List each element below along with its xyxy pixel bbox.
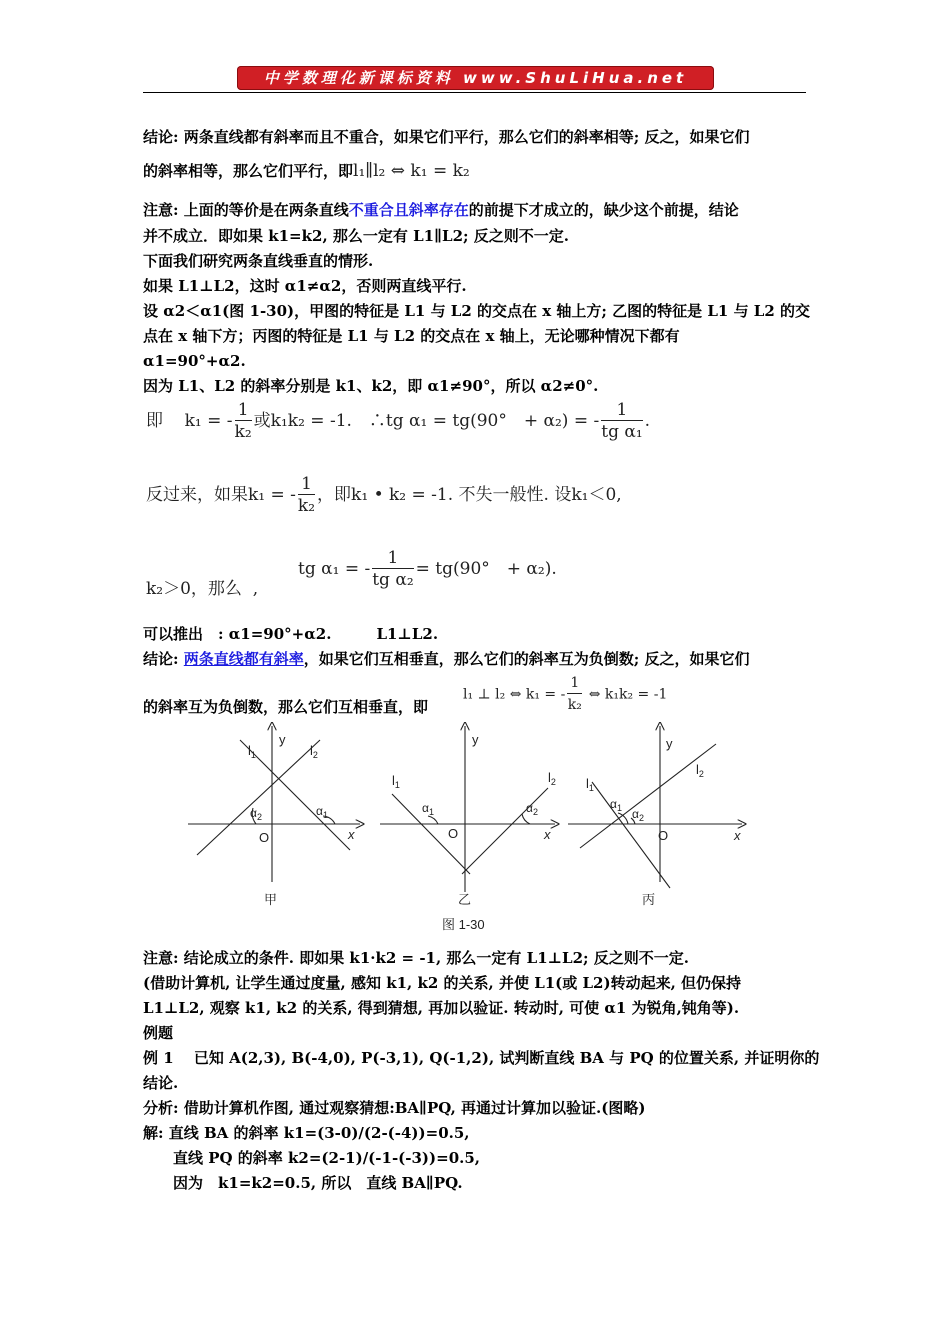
formula1-ji: 即 — [146, 411, 163, 431]
yi-line-l1 — [392, 794, 470, 874]
body-line2: 如果 L1⊥L2，这时 α1≠α2，否则两直线平行. — [143, 277, 467, 295]
jia-alpha2-label: $\alpha_2$ — [250, 806, 262, 822]
formula1-mid: 或k₁k₂ = -1. ∴tg α₁ = tg(90° + α₂) = - — [253, 411, 600, 431]
jia-alpha1-label: $\alpha_1$ — [316, 804, 328, 820]
conclusion2-prefix: 结论: — [143, 650, 184, 668]
yi-alpha2-arc — [522, 814, 530, 824]
note1-line2: 并不成立．即如果 k1=k2, 那么一定有 L1∥L2; 反之则不一定. — [143, 227, 570, 245]
header-rule — [143, 92, 806, 93]
conclusion2-suffix: ，如果它们互相垂直，那么它们的斜率互为负倒数; 反之，如果它们 — [303, 650, 750, 668]
formula3-numerator: 1 — [372, 548, 413, 569]
yi-alpha1-label: $\alpha_1$ — [422, 801, 434, 817]
conclusion1-line2 — [143, 159, 806, 184]
formula-line3 — [298, 548, 557, 591]
yi-line-l2 — [462, 788, 548, 874]
body-line4: 点在 x 轴下方；丙图的特征是 L1 与 L2 的交点在 x 轴上，无论哪种情况下都有 — [143, 327, 680, 345]
bing-line-l2 — [580, 744, 716, 848]
formula2-tail: ，即k₁ • k₂ = -1. 不失一般性. 设k₁＜0, — [317, 485, 622, 505]
formula-line1 — [146, 400, 650, 443]
conclusion1-line1: 结论: 两条直线都有斜率而且不重合，如果它们平行，那么它们的斜率相等; 反之，如果它们 — [143, 128, 750, 146]
tail-line8: 解: 直线 BA 的斜率 k1=(3-0)/(2-(-4))=0.5, — [143, 1124, 470, 1142]
formula1-denominator2: tg α₁ — [601, 422, 643, 442]
formula3-comma: , — [252, 579, 259, 599]
formula1-end: . — [644, 411, 651, 431]
yi-x-label: x — [544, 827, 551, 842]
formula3-fraction — [372, 548, 413, 591]
formula1-denominator: k₂ — [234, 422, 252, 442]
bing-alpha1-label: $\alpha_1$ — [610, 797, 622, 813]
jia-caption: 甲 — [264, 892, 278, 907]
body-line1: 下面我们研究两条直线垂直的情形. — [143, 252, 374, 270]
header-banner: 中学数理化新课标资料 www.ShuLiHua.net — [237, 66, 714, 90]
note1-suffix: 的前提下才成立的，缺少这个前提，结论 — [468, 201, 739, 219]
tail-line10: 因为 k1=k2=0.5, 所以 直线 BA∥PQ. — [143, 1174, 463, 1192]
bing-l2-label: $l_2$ — [696, 762, 704, 779]
figure-1-30 — [180, 722, 750, 937]
tail-line6: 结论. — [143, 1074, 179, 1092]
formula2-fraction — [298, 474, 315, 517]
body-line6: 因为 L1、L2 的斜率分别是 k1、k2，即 α1≠90°，所以 α2≠0°. — [143, 377, 599, 395]
yi-l2-label: $l_2$ — [548, 770, 556, 787]
perp-formula-tail: ⇔ k₁k₂ = -1 — [588, 686, 668, 703]
bing-y-label: y — [666, 736, 673, 751]
bing-l1-label: $l_1$ — [586, 776, 594, 793]
bing-origin-label: O — [658, 828, 669, 843]
body-line3: 设 α2＜α1(图 1-30)，甲图的特征是 L1 与 L2 的交点在 x 轴上方; 乙图的特征是 L1 与 L2 的交 — [143, 302, 810, 320]
tail-line4: 例题 — [143, 1024, 174, 1042]
formula-line3-lead — [146, 574, 258, 599]
formula1-numerator2: 1 — [601, 400, 642, 421]
note1-line1 — [143, 198, 806, 223]
yi-alpha1-arc — [428, 816, 438, 824]
perpendicular-formula — [463, 673, 667, 716]
jia-origin-label: O — [259, 830, 270, 845]
formula2-numerator: 1 — [298, 474, 315, 495]
perp-formula-numerator: 1 — [567, 673, 582, 694]
figure-bing — [568, 726, 742, 888]
formula1-fraction — [235, 400, 252, 443]
conclusion2-line1 — [143, 647, 806, 672]
jia-l2-label: $l_2$ — [310, 743, 318, 760]
bing-alpha2-label: $\alpha_2$ — [632, 807, 644, 823]
perp-formula-denominator: k₂ — [567, 697, 582, 713]
formula-line2 — [146, 474, 622, 517]
conclusion2-line2: 的斜率互为负倒数，那么它们互相垂直，即 — [143, 698, 429, 716]
conclusion1-line2-text: 的斜率相等，那么它们平行，即 — [143, 162, 354, 180]
tail-line7: 分析: 借助计算机作图, 通过观察猜想:BA∥PQ, 再通过计算加以验证.(图略) — [143, 1099, 646, 1117]
bing-caption: 丙 — [642, 892, 656, 907]
figure-labels — [248, 732, 741, 932]
formula1-k1: k₁ = - — [184, 411, 233, 431]
figure-jia — [188, 726, 360, 882]
jia-l1-label: $l_1$ — [248, 743, 256, 760]
bing-x-label: x — [734, 828, 741, 843]
yi-y-label: y — [472, 732, 479, 747]
yi-origin-label: O — [448, 826, 459, 841]
perp-formula-fraction — [567, 673, 582, 716]
formula2-denominator: k₂ — [297, 496, 316, 516]
formula3-denominator: tg α₂ — [372, 570, 414, 590]
note1-prefix: 注意: 上面的等价是在两条直线 — [143, 201, 349, 219]
formula1-fraction2 — [601, 400, 642, 443]
tail-line9: 直线 PQ 的斜率 k2=(2-1)/(-1-(-3))=0.5, — [143, 1149, 481, 1167]
jia-line-l1 — [240, 740, 350, 850]
note1-highlight: 不重合且斜率存在 — [348, 201, 469, 219]
formula3-tail: = tg(90° + α₂). — [415, 559, 557, 579]
yi-alpha2-label: $\alpha_2$ — [526, 801, 538, 817]
formula3-tg: tg α₁ = - — [298, 559, 371, 579]
deduce-line: 可以推出 : α1=90°+α2. L1⊥L2. — [143, 625, 439, 643]
perp-formula-lead: l₁ ⊥ l₂ ⇔ k₁ = - — [463, 686, 566, 703]
yi-caption: 乙 — [458, 892, 472, 907]
conclusion2-highlight: 两条直线都有斜率 — [183, 650, 304, 668]
formula2-lead: 反过来，如果k₁ = - — [146, 485, 296, 505]
jia-x-label: x — [348, 827, 355, 842]
jia-y-label: y — [279, 732, 286, 747]
tail-line1: 注意: 结论成立的条件. 即如果 k1·k2 = -1, 那么一定有 L1⊥L2; 反之则不一定. — [143, 949, 690, 967]
tail-line5: 例 1 已知 A(2,3), B(-4,0), P(-3,1), Q(-1,2), 试判断直线 BA 与 PQ 的位置关系, 并证明你的 — [143, 1049, 820, 1067]
formula1-numerator: 1 — [235, 400, 252, 421]
yi-l1-label: $l_1$ — [392, 773, 400, 790]
parallel-formula: l₁∥l₂ ⇔ k₁ = k₂ — [353, 161, 470, 181]
tail-line3: L1⊥L2, 观察 k1, k2 的关系, 得到猜想, 再加以验证. 转动时, 可使 α1 为锐角,钝角等). — [143, 999, 740, 1017]
figure-caption: 图 1-30 — [442, 917, 485, 932]
tail-line2: (借助计算机, 让学生通过度量, 感知 k1, k2 的关系, 并使 L1(或 L2)转动起来, 但仍保持 — [143, 974, 742, 992]
formula3-k2: k₂＞0，那么 — [146, 579, 242, 599]
body-line5: α1=90°+α2. — [143, 352, 246, 370]
